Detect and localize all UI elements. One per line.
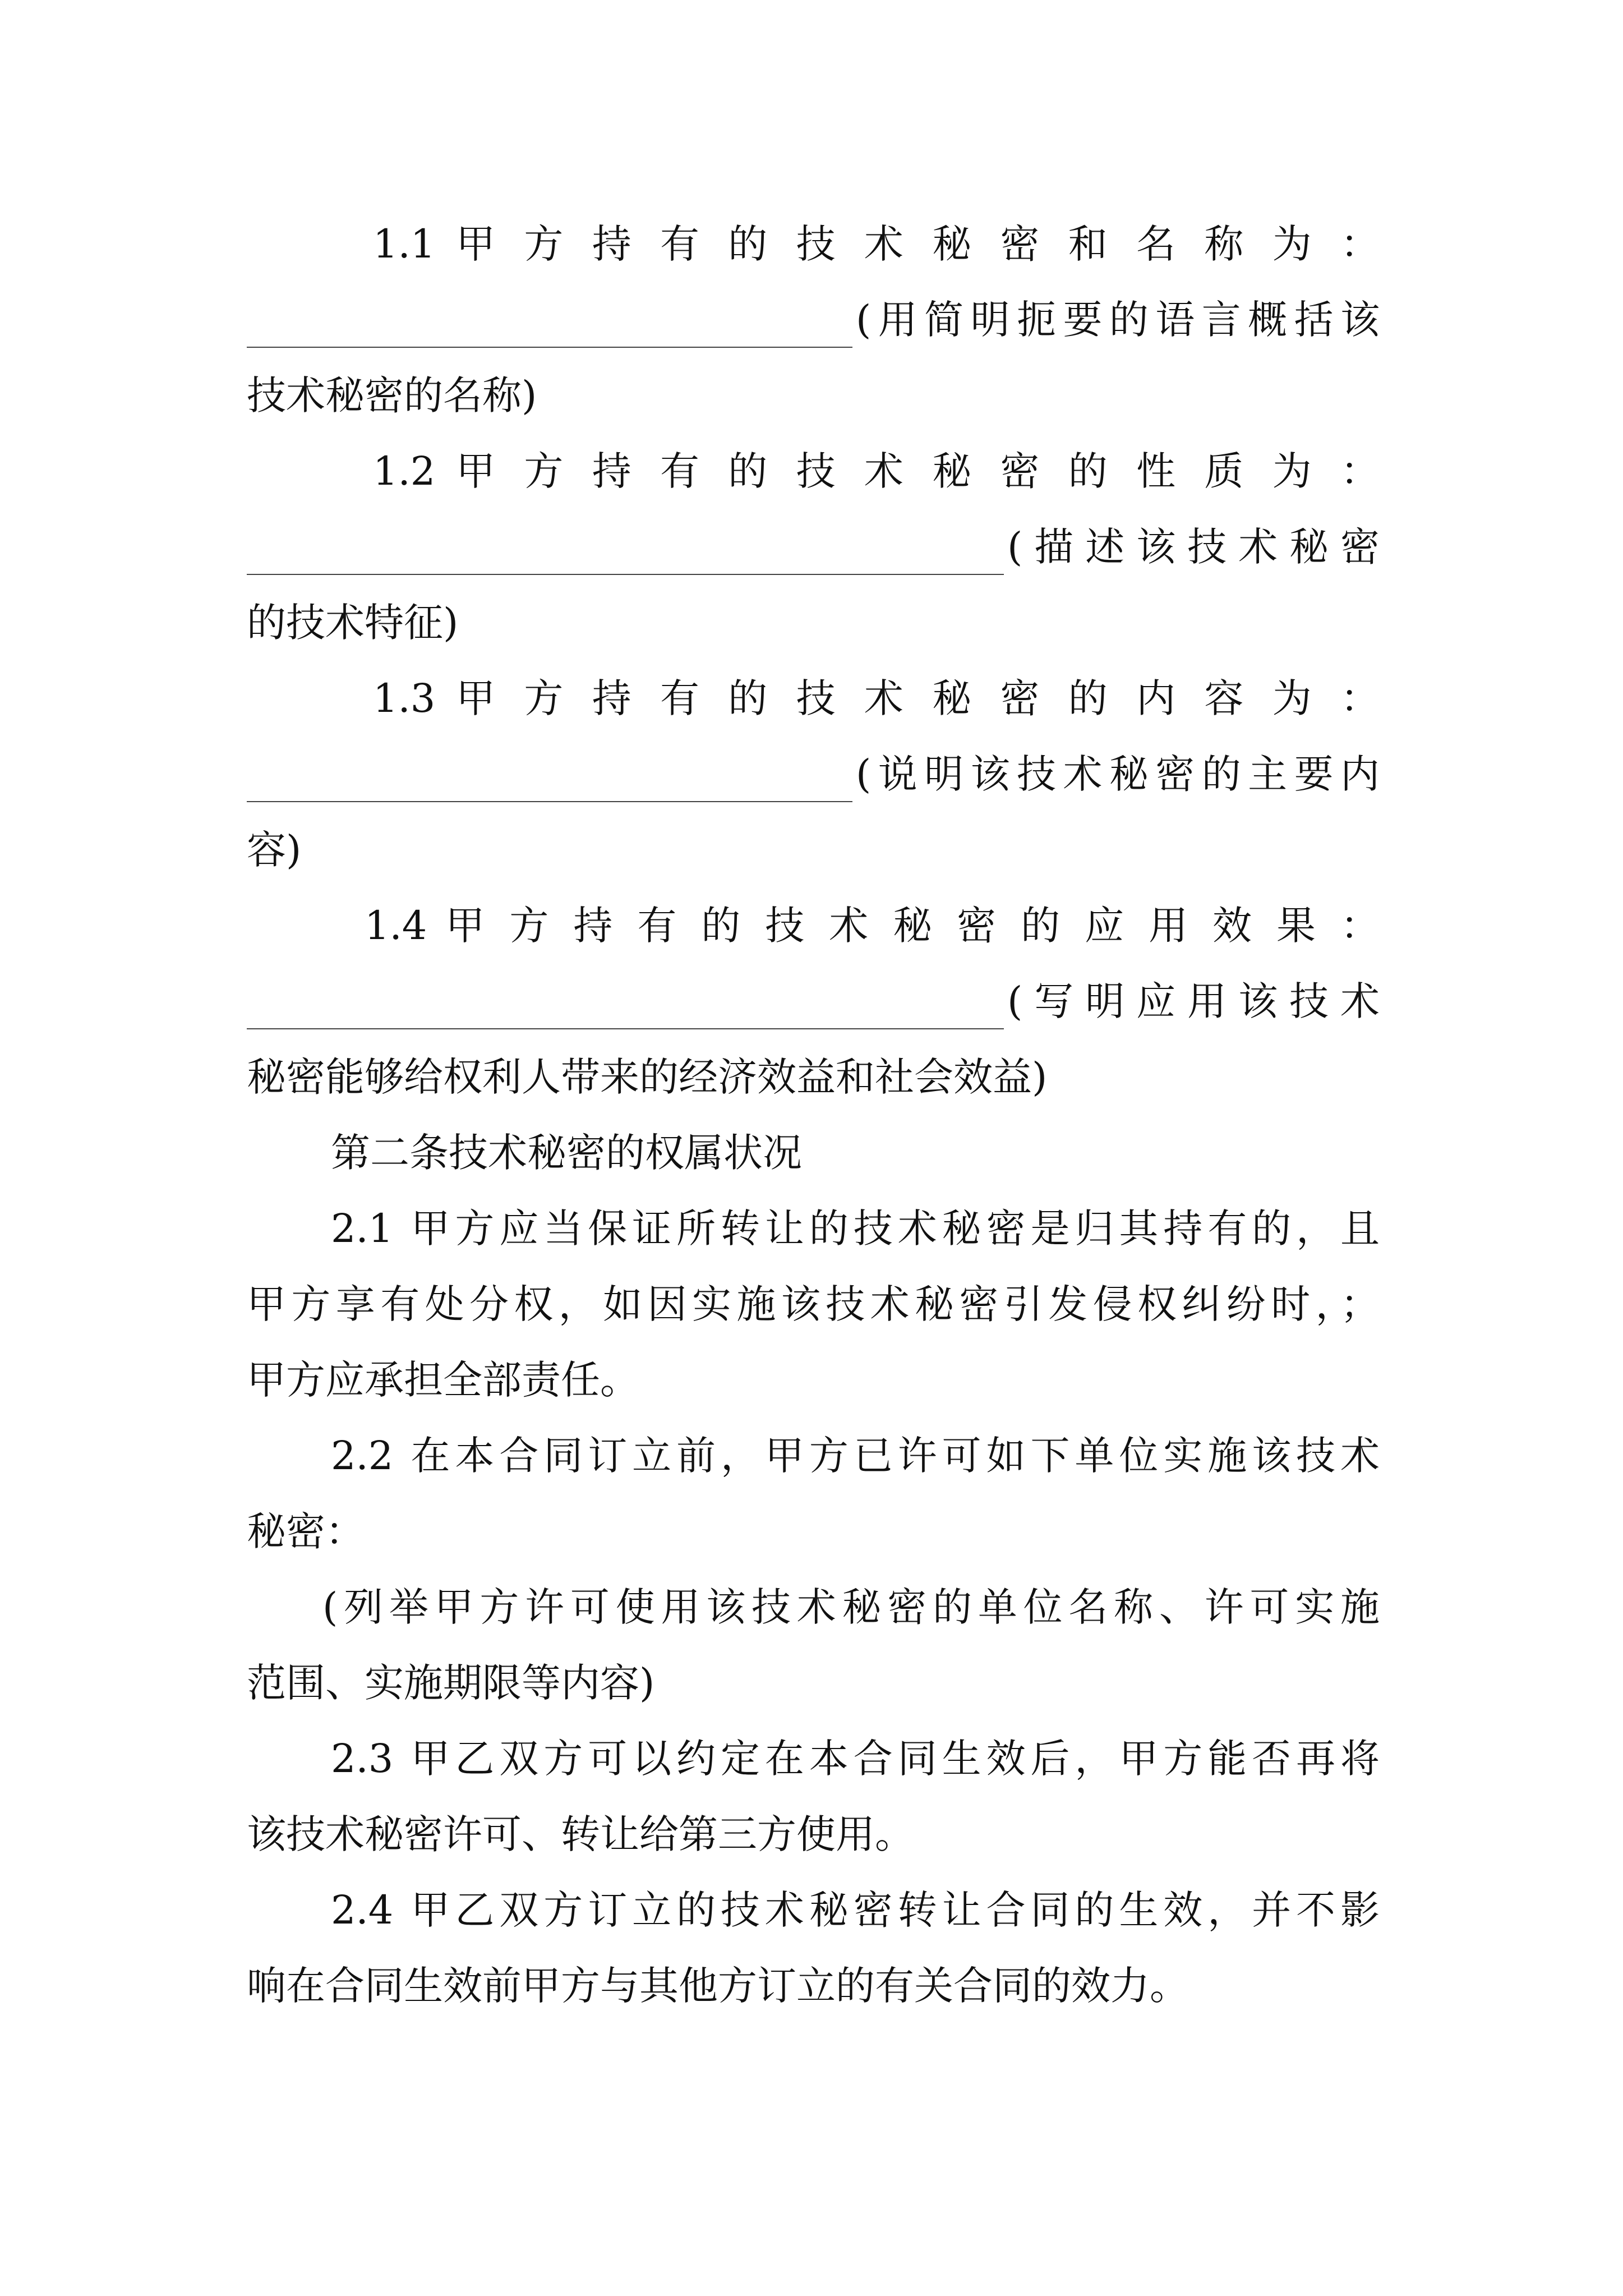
clause-2-3-line-1: 2.3 甲乙双方可以约定在本合同生效后，甲方能否再将 (331, 1736, 1380, 1782)
clause-1-1-hint-continued: 技术秘密的名称) (247, 372, 537, 418)
clause-2-4-line-2: 响在合同生效前甲方与其他方订立的有关合同的效力。 (247, 1963, 1189, 2009)
article-2-title: 第二条技术秘密的权属状况 (331, 1130, 802, 1176)
clause-1-4-blank-line (247, 973, 1380, 1029)
clause-1-4-heading: 1.4 甲 方 持 有 的 技 术 秘 密 的 应 用 效 果 ： (365, 903, 1380, 949)
clause-1-1-hint: (用简明扼要的语言概括该 (856, 297, 1380, 343)
clause-1-3-hint-continued: 容) (247, 827, 302, 873)
fill-in-blank[interactable] (247, 757, 852, 802)
clause-2-2-note-line-2: 范围、实施期限等内容) (247, 1660, 655, 1706)
clause-1-4-hint-continued: 秘密能够给权利人带来的经济效益和社会效益) (247, 1054, 1048, 1100)
clause-1-2-hint-continued: 的技术特征) (247, 600, 459, 646)
clause-1-4-hint: (写明应用该技术 (1007, 978, 1380, 1024)
clause-1-3-heading: 1.3 甲 方 持 有 的 技 术 秘 密 的 内 容 为 ： (373, 675, 1380, 721)
clause-2-2-line-1: 2.2 在本合同订立前，甲方已许可如下单位实施该技术 (331, 1433, 1380, 1479)
clause-2-1-line-1: 2.1 甲方应当保证所转让的技术秘密是归其持有的，且 (331, 1205, 1380, 1251)
clause-2-2-line-2: 秘密： (247, 1508, 365, 1554)
clause-2-3-line-2: 该技术秘密许可、转让给第三方使用。 (247, 1811, 914, 1857)
clause-2-4-line-1: 2.4 甲乙双方订立的技术秘密转让合同的生效，并不影 (331, 1887, 1380, 1933)
clause-2-1-line-3: 甲方应承担全部责任。 (247, 1357, 639, 1403)
clause-1-2-heading: 1.2 甲 方 持 有 的 技 术 秘 密 的 性 质 为 ： (373, 448, 1380, 494)
fill-in-blank[interactable] (247, 984, 1004, 1029)
clause-1-1-heading: 1.1 甲 方 持 有 的 技 术 秘 密 和 名 称 为 ： (373, 221, 1380, 267)
clause-1-3-blank-line (247, 746, 1380, 802)
fill-in-blank[interactable] (247, 530, 1004, 575)
fill-in-blank[interactable] (247, 303, 852, 348)
clause-1-2-blank-line (247, 519, 1380, 575)
clause-1-1-blank-line (247, 292, 1380, 348)
clause-1-3-hint: (说明该技术秘密的主要内 (856, 751, 1380, 797)
clause-1-2-hint: (描述该技术秘密 (1007, 524, 1380, 570)
clause-2-2-note-line-1: (列举甲方许可使用该技术秘密的单位名称、许可实施 (322, 1584, 1380, 1630)
clause-2-1-line-2: 甲方享有处分权，如因实施该技术秘密引发侵权纠纷时，； (247, 1281, 1380, 1327)
